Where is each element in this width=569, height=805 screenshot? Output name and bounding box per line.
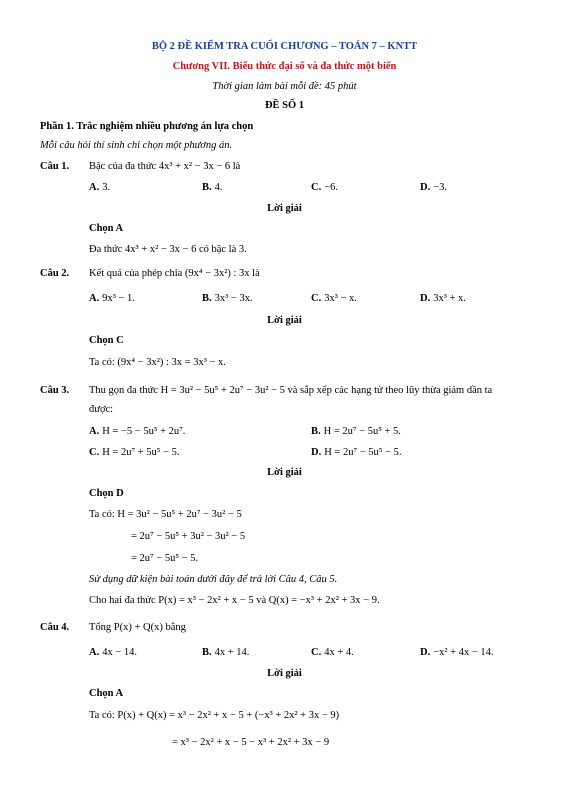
part-note: Mỗi câu hỏi thí sinh chỉ chọn một phương án. <box>40 140 233 151</box>
q3-option-a <box>89 425 185 439</box>
exam-number: ĐỀ SỐ 1 <box>264 100 305 111</box>
option-letter: A. <box>89 182 100 193</box>
q3-option-d <box>311 446 402 460</box>
shared-given-polynomials: Cho hai đa thức P(x) = x³ − 2x² + x − 5 và Q(x) = −x³ + 2x² + 3x − 9. <box>89 595 380 606</box>
option-value: H = 2u⁷ − 5u⁵ + 5. <box>323 426 401 437</box>
question-4-text: Tổng P(x) + Q(x) bằng <box>89 622 186 633</box>
option-value: H = 2u⁷ − 5u⁵ − 5. <box>324 447 402 458</box>
option-letter: D. <box>420 182 431 193</box>
q4-option-d <box>420 646 494 660</box>
question-3-text-line1: Thu gọn đa thức H = 3u² − 5u⁵ + 2u⁷ − 3u² − 5 và sắp xếp các hạng tử theo lũy thừa giảm dần ta <box>89 385 493 396</box>
option-value: 3. <box>102 182 111 193</box>
q2-option-d <box>420 292 466 306</box>
option-value: H = 2u⁷ + 5u⁵ − 5. <box>102 447 180 458</box>
q4-option-b <box>202 646 249 660</box>
option-value: 4x + 14. <box>214 647 250 658</box>
option-value: −x² + 4x − 14. <box>433 647 494 658</box>
option-letter: D. <box>311 447 322 458</box>
q4-step-2: = x³ − 2x² + x − 5 − x³ + 2x² + 3x − 9 <box>172 737 330 748</box>
option-value: 4x + 4. <box>324 647 354 658</box>
option-value: 9x³ − 1. <box>102 293 135 304</box>
q2-option-b <box>202 292 253 306</box>
option-letter: D. <box>420 293 431 304</box>
q4-option-c <box>311 646 354 660</box>
q1-solution-label: Lời giải <box>267 203 302 214</box>
q3-solution-label: Lời giải <box>267 467 302 478</box>
question-2-number: Câu 2. <box>40 268 70 279</box>
chapter-subtitle: Chương VII. Biểu thức đại số và đa thức một biến <box>172 61 397 72</box>
option-letter: D. <box>420 647 431 658</box>
option-letter: C. <box>311 293 322 304</box>
option-letter: C. <box>89 447 100 458</box>
q3-option-c <box>89 446 180 460</box>
q1-answer: Chọn A <box>89 223 124 234</box>
option-value: 3x³ − x. <box>324 293 357 304</box>
option-letter: C. <box>311 647 322 658</box>
question-2-text: Kết quả của phép chia (9x⁴ − 3x²) : 3x là <box>89 268 260 279</box>
option-value: H = −5 − 5u⁵ + 2u⁷. <box>102 426 186 437</box>
q4-step-1: Ta có: P(x) + Q(x) = x³ − 2x² + x − 5 + (−x³ + 2x² + 3x − 9) <box>89 710 340 721</box>
option-value: −3. <box>433 182 448 193</box>
question-1-number: Câu 1. <box>40 161 70 172</box>
q2-explanation: Ta có: (9x⁴ − 3x²) : 3x = 3x³ − x. <box>89 357 226 368</box>
q1-option-a <box>89 181 110 195</box>
q2-option-c <box>311 292 357 306</box>
question-4-number: Câu 4. <box>40 622 70 633</box>
time-limit: Thời gian làm bài mỗi đề: 45 phút <box>212 81 357 92</box>
question-1-text: Bậc của đa thức 4x³ + x² − 3x − 6 là <box>89 161 241 172</box>
question-3-text-line2: được: <box>89 404 114 415</box>
q2-solution-label: Lời giải <box>267 315 302 326</box>
q4-solution-label: Lời giải <box>267 668 302 679</box>
option-letter: A. <box>89 293 100 304</box>
q3-step-2: = 2u⁷ − 5u⁵ + 3u² − 3u² − 5 <box>131 531 246 542</box>
option-value: 4. <box>214 182 223 193</box>
option-letter: B. <box>202 647 212 658</box>
option-letter: A. <box>89 426 100 437</box>
q1-option-b <box>202 181 223 195</box>
q1-option-d <box>420 181 447 195</box>
option-letter: A. <box>89 647 100 658</box>
q1-explanation: Đa thức 4x³ + x² − 3x − 6 có bậc là 3. <box>89 244 247 255</box>
option-letter: B. <box>311 426 321 437</box>
option-value: −6. <box>324 182 339 193</box>
q2-answer: Chọn C <box>89 335 124 346</box>
q3-step-3: = 2u⁷ − 5u⁵ − 5. <box>131 553 199 564</box>
q2-option-a <box>89 292 135 306</box>
option-value: 3x³ − 3x. <box>214 293 253 304</box>
document-title: BỘ 2 ĐỀ KIỂM TRA CUỐI CHƯƠNG – TOÁN 7 – KNTT <box>151 41 418 52</box>
option-letter: B. <box>202 293 212 304</box>
q3-step-1: Ta có: H = 3u² − 5u⁵ + 2u⁷ − 3u² − 5 <box>89 509 242 520</box>
part-heading: Phần 1. Trắc nghiệm nhiều phương án lựa chọn <box>40 121 254 132</box>
option-letter: C. <box>311 182 322 193</box>
q4-option-a <box>89 646 137 660</box>
q3-answer: Chọn D <box>89 488 124 499</box>
q1-option-c <box>311 181 338 195</box>
option-value: 4x − 14. <box>102 647 138 658</box>
option-letter: B. <box>202 182 212 193</box>
q3-option-b <box>311 425 401 439</box>
option-value: 3x³ + x. <box>433 293 466 304</box>
question-3-number: Câu 3. <box>40 385 70 396</box>
q4-answer: Chọn A <box>89 688 124 699</box>
shared-data-note: Sử dụng dữ kiện bài toán dưới đây để trả lời Câu 4, Câu 5. <box>89 574 338 585</box>
